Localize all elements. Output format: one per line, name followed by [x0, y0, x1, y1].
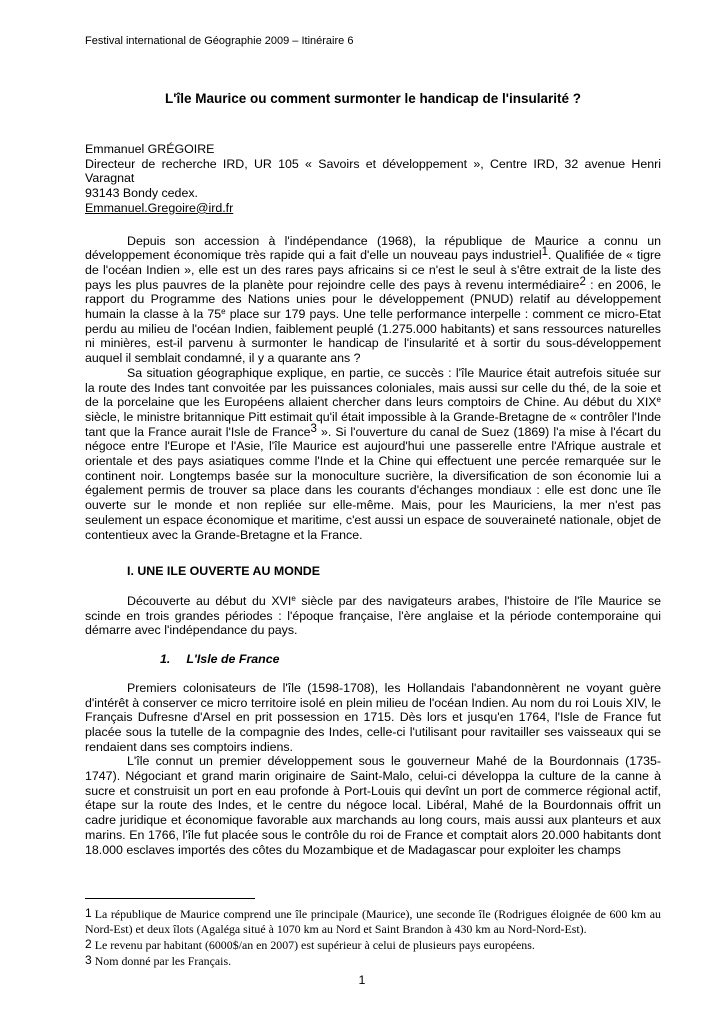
footnote-separator: [85, 898, 255, 899]
paragraph-4: Premiers colonisateurs de l'île (1598-1708), les Hollandais l'abandonnèrent ne voyant guère d'intérêt à conserver ce micro territoire isolé en plein milieu de l'océan Indien. Au nom du roi Louis XIV, le Français Dufresne d'Arsel en prit possession en 1715. Dès lors et jusqu'en 1764, l'Isle de France fut placée sous la tutelle de la compagnie des Indes, celle-ci l'utilisant pour ravitailler ses vaisseaux qui se rendaient dans ses comptoirs indiens.: [85, 680, 661, 754]
footnote-2: [85, 937, 661, 953]
footnote-1-number: 1: [85, 906, 92, 920]
footnote-2-text: Le revenu par habitant (6000$/an en 2007) est supérieur à celui de plusieurs pays européens.: [94, 938, 535, 952]
text-run: place sur 179 pays. Une telle performance interpelle : comment ce micro-Etat perdu au milieu de l'océan Indien, faiblement peuplé (1.275.000 habitants) et sans ressources naturelles ni minières, est-il parvenu à surmonter le handicap de l'insularité et à sortir du sous-développement auquel il semblait condamné, il y a quarante ans ?: [85, 307, 662, 366]
footnote-1-text: La république de Maurice comprend une île principale (Maurice), une seconde île (Rodrigues éloignée de 600 km au Nord-Est) et deux îlots (Agaléga situé à 1070 km au Nord et Saint Brandon à 430 km au Nord-Nord-Est).: [85, 907, 661, 936]
footnote-ref-2: 2: [579, 275, 586, 288]
paragraph-5: L'île connut un premier développement sous le gouverneur Mahé de la Bourdonnais (1735-1747). Négociant et grand marin originaire de Saint-Malo, celui-ci développa la culture de la canne à sucre et construisit un port en eau profonde à Port-Louis qui devînt un port de commerce régional actif, étape sur la route des Indes, et le centre du négoce local. Libéral, Mahé de la Bourdonnais offrit un cadre juridique et économique favorable aux marchands au long cours, mais aussi aux planteurs et aux marins. En 1766, l'île fut placée sous le contrôle du roi de France et comptait alors 20.000 habitants dont 18.000 esclaves importés des côtes du Mozambique et de Madagascar pour exploiter les champs: [85, 754, 661, 857]
text-run: Sa situation géographique explique, en partie, ce succès : l'île Maurice était autrefois située sur la route des Indes tant convoitée par les puissances coloniales, mais aussi sur celle du thé, de la soie et de la porcelaine que les Européens allaient chercher dans leurs comptoirs de Chine. Au début du XIX: [85, 365, 661, 410]
ordinal-superscript: e: [656, 395, 661, 405]
section-heading-1: I. UNE ILE OUVERTE AU MONDE: [127, 564, 320, 579]
text-run: Depuis son accession à l'indépendance (1968), la république de Maurice a connu un développement économique très rapide qui a fait d'elle un nouveau pays industriel: [85, 233, 661, 263]
document-body: [85, 234, 661, 858]
paragraph-2: [85, 366, 661, 542]
text-run: . Qualifiée de « tigre de l'océan Indien », elle est un des rares pays africains si ce n'est le seul à s'être extrait de la liste des pays les plus pauvres de la planète pour rejoindre celle des pays à revenu intermédiaire: [85, 248, 661, 292]
text-run: : en 2006, le rapport du Programme des Nations unies pour le développement (PNUD) relatif au développement humain la classe à la 75: [85, 277, 661, 322]
text-run: Découverte au début du XVI: [127, 593, 292, 608]
footnote-3: [85, 953, 661, 969]
author-address: 93143 Bondy cedex.: [85, 186, 198, 201]
footnote-ref-3: 3: [310, 422, 317, 435]
subsection-number: 1.: [160, 652, 171, 667]
subsection-heading-1: [160, 652, 661, 667]
paragraph-1: [85, 234, 661, 366]
author-block: [85, 142, 661, 216]
footnote-3-number: 3: [85, 953, 92, 967]
ordinal-superscript: e: [221, 307, 226, 317]
author-email-link[interactable]: Emmanuel.Gregoire@ird.fr: [85, 200, 234, 215]
page-number: 1: [358, 973, 366, 988]
author-email-line: [85, 201, 661, 216]
ordinal-superscript: e: [291, 593, 296, 603]
author-affiliation: Directeur de recherche IRD, UR 105 « Savoirs et développement », Centre IRD, 32 avenue Henri Varagnat: [85, 156, 661, 186]
text-run: siècle, le ministre britannique Pitt estimait qu'il était impossible à la Grande-Bretagne de « contrôler l'Inde tant que la France aurait l'Isle de France: [85, 409, 661, 439]
text-run: siècle par des navigateurs arabes, l'histoire de l'île Maurice se scinde en trois grandes périodes : l'époque française, l'ère anglaise et la période contemporaine qui démarre avec l'indépendance du pays.: [85, 593, 661, 638]
footnote-3-text: Nom donné par les Français.: [94, 954, 232, 968]
text-run: ». Si l'ouverture du canal de Suez (1869) l'a mise à l'écart du négoce entre l'Europe et l'Asie, l'île Maurice est aujourd'hui une passerelle entre l'Afrique australe et orientale et des pays asiatiques comme l'Inde et la Chine qui effectuent une percée remarquée sur le continent noir. Longtemps basée sur la monoculture sucrière, la diversification de son économie lui a également permis de trouver sa place dans les courants d'échanges mondiaux : elle est donc une île ouverte sur le monde et non repliée sur elle-même. Mais, pour les Mauriciens, la mer n'est pas seulement un espace économique et maritime, c'est aussi un espace de souveraineté nationale, objet de contentieux avec la Grande-Bretagne et la France.: [85, 424, 661, 542]
footnote-1: [85, 906, 661, 937]
page-title: L'île Maurice ou comment surmonter le handicap de l'insularité ?: [164, 91, 581, 106]
footnote-area: [85, 898, 661, 969]
author-name: Emmanuel GRÉGOIRE: [85, 142, 215, 156]
running-header: Festival international de Géographie 2009 – Itinéraire 6: [85, 35, 354, 47]
footnote-ref-1: 1: [541, 246, 548, 259]
subsection-title: L'Isle de France: [186, 652, 280, 667]
paragraph-3: [85, 594, 661, 638]
footnote-2-number: 2: [85, 937, 92, 951]
